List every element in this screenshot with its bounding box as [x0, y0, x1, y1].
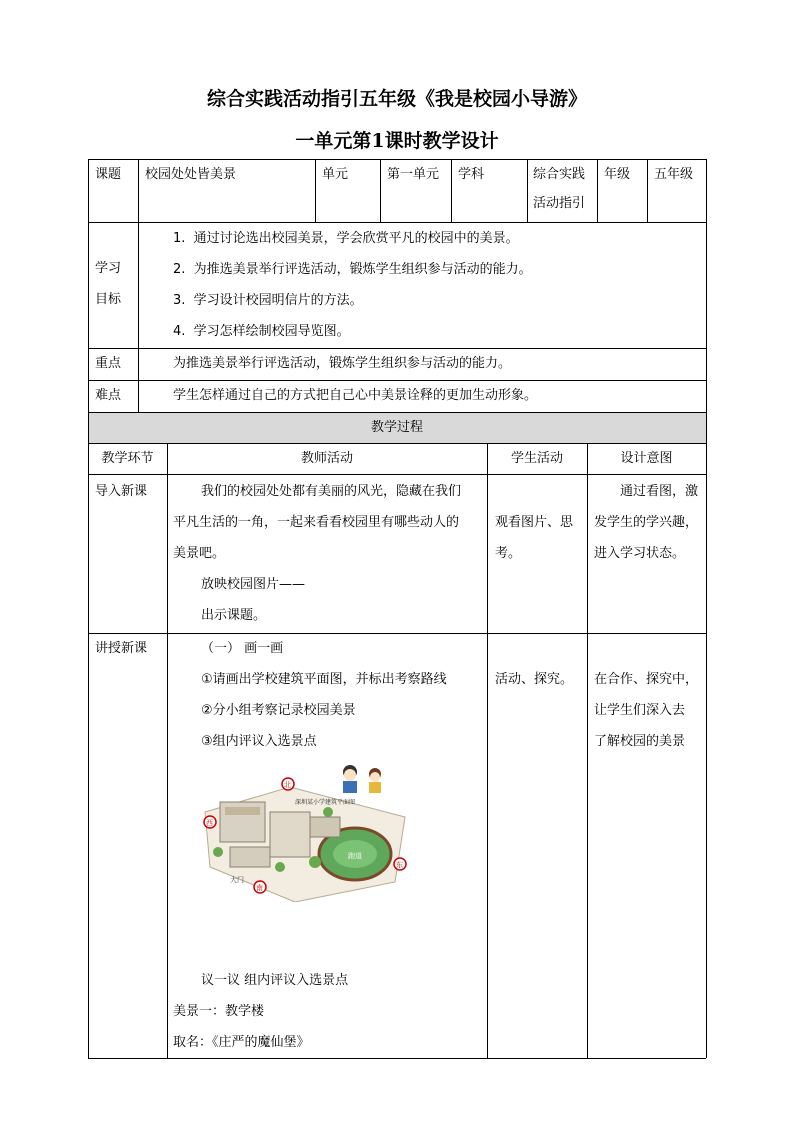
table-border [527, 159, 528, 222]
lecture-scene-name: 取名：《庄严的魔仙堡》 [173, 1035, 310, 1050]
difficulty-label: 难点 [95, 388, 122, 403]
table-border [138, 222, 139, 412]
topic-label: 课题 [95, 167, 122, 182]
document-title-line2: 一单元第1课时教学设计 [295, 130, 499, 152]
lecture-scene: 美景一：教学楼 [173, 1004, 265, 1019]
intro-student-line: 观看图片、思 [495, 515, 574, 530]
lecture-intent-line: 在合作、探究中， [594, 672, 699, 687]
table-border [88, 222, 706, 223]
lecture-teacher-item: ①请画出学校建筑平面图，并标出考察路线 [201, 672, 447, 687]
map-label-west: 西 [206, 819, 213, 827]
lecture-teacher-item: （一） 画一画 [201, 641, 284, 656]
column-header-stage: 教学环节 [101, 451, 154, 466]
subject-label: 学科 [458, 167, 485, 182]
table-border [451, 159, 452, 222]
table-border [487, 443, 488, 1058]
table-border [706, 159, 707, 1058]
lecture-stage: 讲授新课 [95, 641, 148, 656]
building-shape [310, 817, 340, 837]
table-border [88, 380, 706, 381]
intro-teacher-line: 美景吧。 [173, 546, 226, 561]
objective-item: 4. 学习怎样绘制校园导览图。 [173, 324, 350, 339]
intro-teacher-extra: 放映校园图片—— [201, 577, 306, 592]
difficulty-text: 学生怎样通过自己的方式把自己心中美景诠释的更加生动形象。 [173, 388, 538, 403]
map-caption: 深圳某小学建筑平面图 [295, 799, 356, 806]
key-point-label: 重点 [95, 356, 122, 371]
intro-student-line: 考。 [495, 546, 522, 561]
unit-value: 第一单元 [387, 167, 440, 182]
column-header-intent: 设计意图 [620, 451, 673, 466]
subject-value-line1: 综合实践 [533, 167, 586, 182]
map-label-gate: 大门 [230, 876, 244, 884]
topic-value: 校园处处皆美景 [145, 167, 237, 182]
objectives-label-line1: 学习 [95, 261, 122, 276]
campus-map-illustration [200, 762, 410, 902]
lecture-teacher-item: ②分小组考察记录校园美景 [201, 703, 356, 718]
unit-label: 单元 [322, 167, 349, 182]
lecture-discuss: 议一议 组内评议入选景点 [201, 973, 349, 988]
lecture-student-text: 活动、探究。 [495, 672, 574, 687]
grade-label: 年级 [604, 167, 631, 182]
table-border [88, 159, 706, 160]
intro-teacher-extra: 出示课题。 [201, 608, 267, 623]
table-border [88, 412, 706, 413]
objective-item: 2. 为推选美景举行评选活动，锻炼学生组织参与活动的能力。 [173, 262, 532, 277]
intro-intent-line: 发学生的学兴趣， [594, 515, 699, 530]
table-border [597, 159, 598, 222]
table-border [587, 443, 588, 1058]
map-label-south: 南 [256, 884, 263, 892]
map-label-east: 东 [396, 861, 403, 869]
intro-teacher-line: 我们的校园处处都有美丽的风光，隐藏在我们 [201, 484, 462, 499]
table-border [88, 1058, 706, 1059]
table-border [88, 474, 706, 475]
map-label-north: 北 [284, 781, 291, 789]
table-border [315, 159, 316, 222]
column-header-teacher: 教师活动 [300, 451, 353, 466]
table-border [647, 159, 648, 222]
subject-value-line2: 活动指引 [533, 196, 586, 211]
lecture-intent-line: 让学生们深入去 [594, 703, 686, 718]
table-border [88, 348, 706, 349]
building-shape [230, 847, 270, 867]
table-border [138, 159, 139, 222]
objective-item: 1. 通过讨论选出校园美景，学会欣赏平凡的校园中的美景。 [173, 231, 519, 246]
lecture-teacher-item: ③组内评议入选景点 [201, 734, 317, 749]
intro-stage: 导入新课 [95, 484, 148, 499]
table-border [88, 633, 706, 634]
table-border [167, 443, 168, 1058]
intro-teacher-line: 平凡生活的一角，一起来看看校园里有哪些动人的 [173, 515, 460, 530]
table-border [380, 159, 381, 222]
objective-item: 3. 学习设计校园明信片的方法。 [173, 293, 363, 308]
objectives-label-line2: 目标 [95, 292, 122, 307]
grade-value: 五年级 [654, 167, 694, 182]
column-header-student: 学生活动 [510, 451, 563, 466]
lecture-intent-line: 了解校园的美景 [594, 734, 686, 749]
map-label-track: 跑道 [348, 852, 362, 860]
children-cartoon [343, 765, 381, 793]
building-shape [270, 812, 310, 857]
document-title-line1: 综合实践活动指引五年级《我是校园小导游》 [206, 88, 587, 110]
table-border [88, 159, 89, 1058]
key-point-text: 为推选美景举行评选活动，锻炼学生组织参与活动的能力。 [173, 356, 512, 371]
table-border [88, 443, 706, 444]
intro-intent-line: 进入学习状态。 [594, 546, 686, 561]
process-header: 教学过程 [370, 420, 423, 435]
intro-intent-line: 通过看图，激 [620, 484, 699, 499]
